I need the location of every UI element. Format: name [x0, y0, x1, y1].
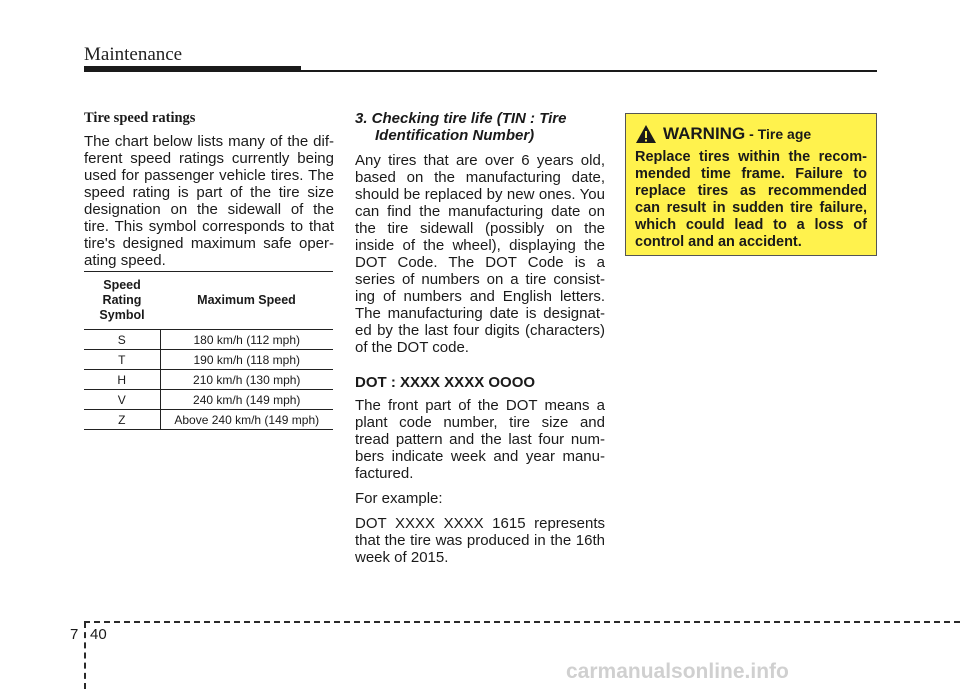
col-header-symbol: Speed Rating Symbol — [84, 272, 160, 330]
warning-title: WARNING — [663, 124, 746, 143]
footer-rule — [84, 621, 960, 623]
footer-divider — [84, 622, 86, 689]
warning-header — [635, 124, 867, 144]
watermark: carmanualsonline.info — [566, 660, 789, 683]
chapter-number: 7 — [70, 626, 79, 643]
table-header-row — [84, 272, 333, 330]
warning-text: Replace tires within the recom-mended time frame. Failure to replace tires as recommended can result in sudden tire failure, which could lead to a loss of control and an accident. — [635, 149, 867, 250]
warning-subtitle: - Tire age — [749, 126, 812, 142]
warning-box — [625, 113, 877, 256]
col-header-max-speed: Maximum Speed — [160, 272, 333, 330]
header-rule-thin — [301, 70, 877, 72]
table-cell-symbol: H — [84, 370, 160, 390]
page-header-title: Maintenance — [84, 44, 183, 65]
warning-triangle-icon — [635, 124, 657, 144]
header-rule-thick — [84, 66, 301, 72]
intro-paragraph: The chart below lists many of the dif-ferent speed ratings currently being used for passenger vehicle tires. The speed rating is part of the tire size designation on the sidewall of the tire. This symbol corresponds to that tire's designed maximum safe oper-ating speed. — [84, 133, 334, 269]
table-row — [84, 390, 333, 410]
speed-rating-table — [84, 271, 333, 430]
dot-code-example: DOT : XXXX XXXX OOOO — [355, 374, 536, 391]
table-row — [84, 410, 333, 430]
dot-explanation: The front part of the DOT means a plant code number, tire size and tread pattern and the last four num-bers indicate week and year manu-factured. — [355, 397, 605, 482]
table-row — [84, 350, 333, 370]
table-cell-symbol: T — [84, 350, 160, 370]
table-row — [84, 370, 333, 390]
example-text: DOT XXXX XXXX 1615 represents that the tire was produced in the 16th week of 2015. — [355, 515, 605, 566]
example-label: For example: — [355, 490, 443, 507]
tin-subtitle — [355, 110, 605, 144]
left-column — [84, 110, 334, 269]
middle-column — [355, 110, 605, 574]
tin-paragraph: Any tires that are over 6 years old, based on the manufacturing date, should be replaced by new ones. You can find the manufacturing date on the tire sidewall (possibly on the inside of the wheel), displaying the DOT Code. The DOT Code is a series of numbers on a tire consist-ing of numbers and English letters. The manufacturing date is designat-ed by the last four digits (characters) of the DOT code. — [355, 152, 605, 356]
table-cell-symbol: V — [84, 390, 160, 410]
table-cell-speed: 210 km/h (130 mph) — [160, 370, 333, 390]
table-cell-speed: 190 km/h (118 mph) — [160, 350, 333, 370]
table-cell-symbol: S — [84, 330, 160, 350]
table-cell-speed: 240 km/h (149 mph) — [160, 390, 333, 410]
table-row — [84, 330, 333, 350]
table-cell-speed: 180 km/h (112 mph) — [160, 330, 333, 350]
section-heading: Tire speed ratings — [84, 110, 196, 126]
table-cell-symbol: Z — [84, 410, 160, 430]
tin-subtitle-line2: Identification Number) — [375, 127, 535, 144]
page-number: 40 — [90, 626, 107, 643]
table-cell-speed: Above 240 km/h (149 mph) — [160, 410, 333, 430]
tin-subtitle-line1: 3. Checking tire life (TIN : Tire — [355, 110, 567, 127]
